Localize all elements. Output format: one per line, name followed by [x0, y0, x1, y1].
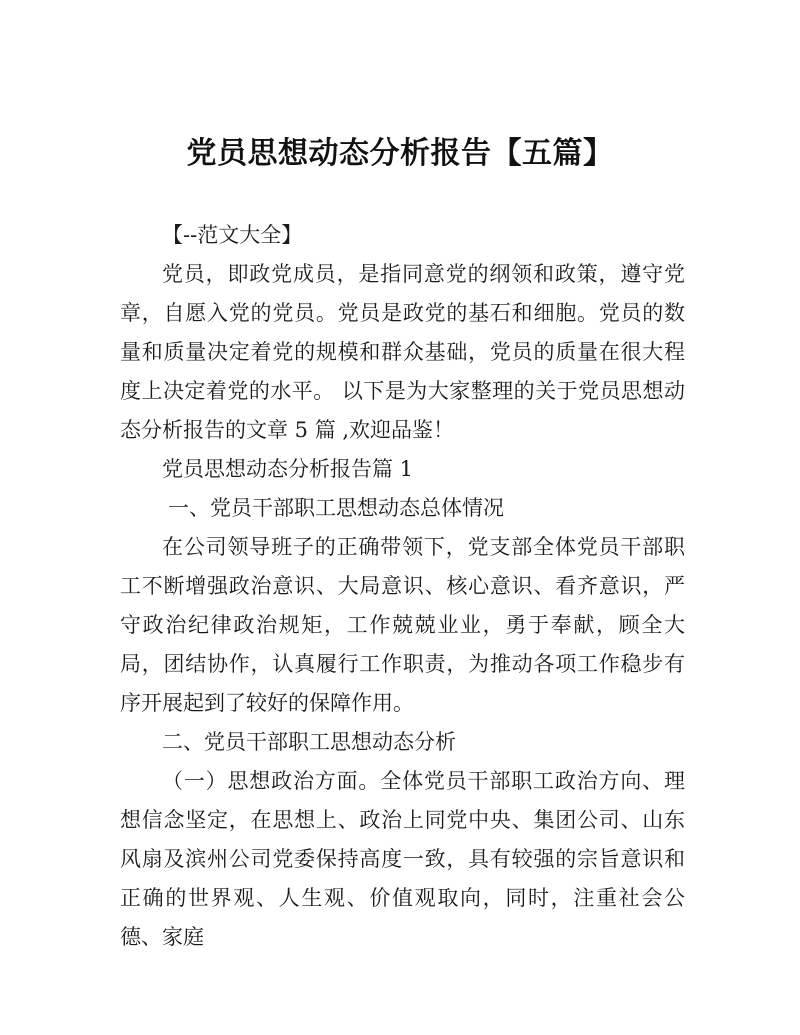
- heading-overall-situation: 一、党员干部职工思想动态总体情况: [168, 496, 504, 520]
- heading-analysis: 二、党员干部职工思想动态分析: [162, 730, 456, 754]
- document-body: [120, 216, 685, 957]
- section-title: 党员思想动态分析报告篇 1: [162, 457, 414, 481]
- document-title: 党员思想动态分析报告【五篇】: [186, 136, 614, 171]
- intro-paragraph: 党员，即政党成员，是指同意党的纲领和政策，遵守党章，自愿入党的党员。党员是政党的基石和细胞。党员的数量和质量决定着党的规模和群众基础，党员的质量在很大程度上决定着党的水平。 以下是为大家整理的关于党员思想动态分析报告的文章 5 篇 ,欢迎品鉴！: [120, 262, 685, 442]
- paragraph-political-thought: （一）思想政治方面。全体党员干部职工政治方向、理想信念坚定，在思想上、政治上同党中央、集团公司、山东风扇及滨州公司党委保持高度一致，具有较强的宗旨意识和正确的世界观、人生观、价值观取向，同时，注重社会公德、家庭: [120, 769, 685, 949]
- source-label: 【--范文大全】: [162, 223, 303, 247]
- paragraph-overall-situation: 在公司领导班子的正确带领下，党支部全体党员干部职工不断增强政治意识、大局意识、核心意识、看齐意识，严守政治纪律政治规矩，工作兢兢业业，勇于奉献，顾全大局，团结协作，认真履行工作职责，为推动各项工作稳步有序开展起到了较好的保障作用。: [120, 535, 685, 715]
